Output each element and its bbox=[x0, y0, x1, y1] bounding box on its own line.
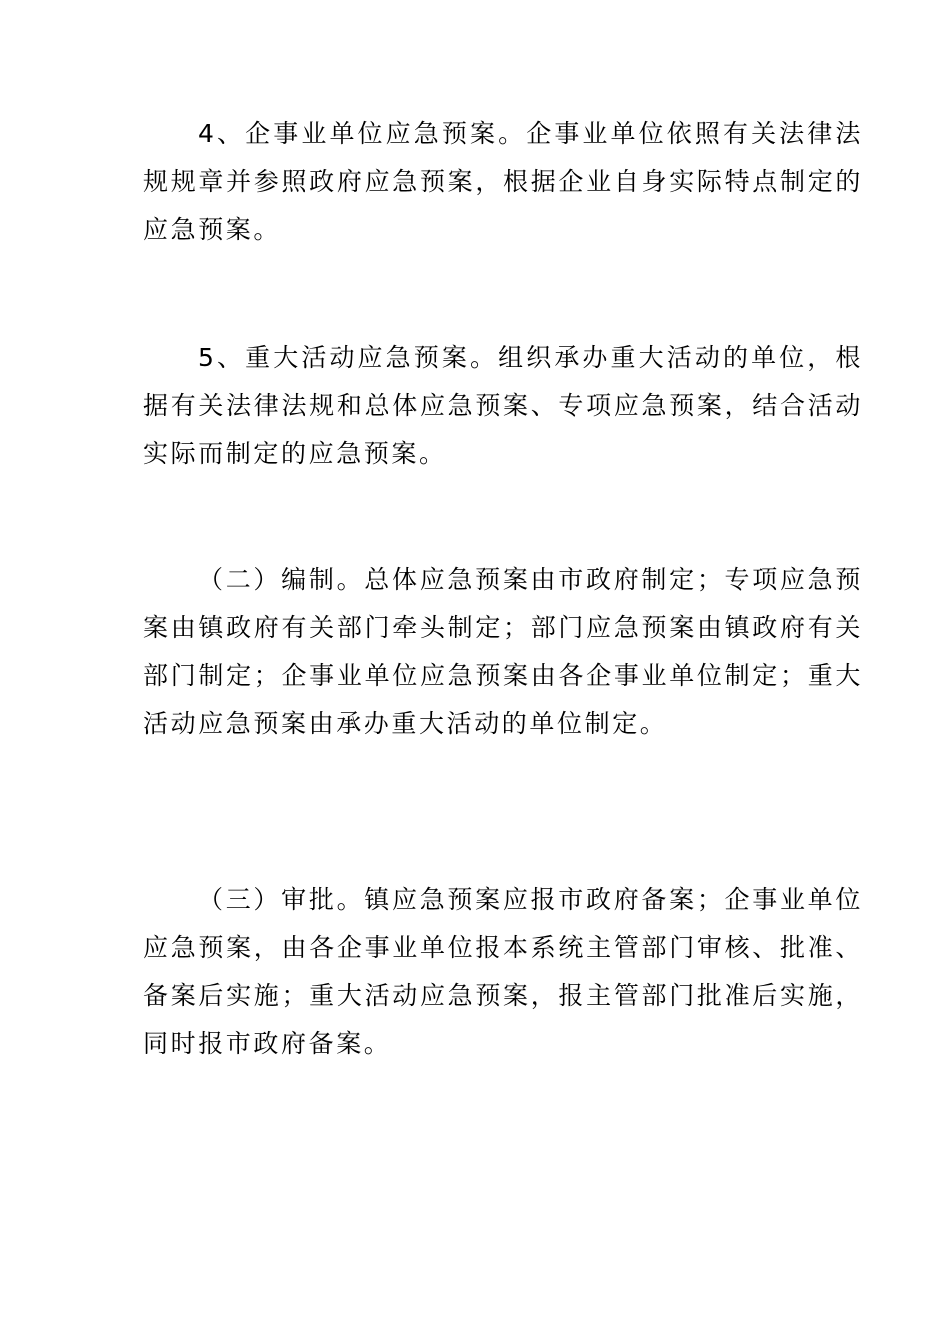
paragraph-major-event-plan: 5、重大活动应急预案。组织承办重大活动的单位，根据有关法律法规和总体应急预案、专项应急预案，结合活动实际而制定的应急预案。 bbox=[143, 343, 863, 468]
paragraph-approval: （三）审批。镇应急预案应报市政府备案；企事业单位应急预案，由各企事业单位报本系统主管部门审核、批准、备案后实施；重大活动应急预案，报主管部门批准后实施，同时报市政府备案。 bbox=[143, 885, 863, 1058]
paragraph-enterprise-plan: 4、企事业单位应急预案。企事业单位依照有关法律法规规章并参照政府应急预案，根据企业自身实际特点制定的应急预案。 bbox=[143, 119, 863, 244]
paragraph-compilation: （二）编制。总体应急预案由市政府制定；专项应急预案由镇政府有关部门牵头制定；部门应急预案由镇政府有关部门制定；企事业单位应急预案由各企事业单位制定；重大活动应急预案由承办重大活动的单位制定。 bbox=[143, 565, 863, 738]
